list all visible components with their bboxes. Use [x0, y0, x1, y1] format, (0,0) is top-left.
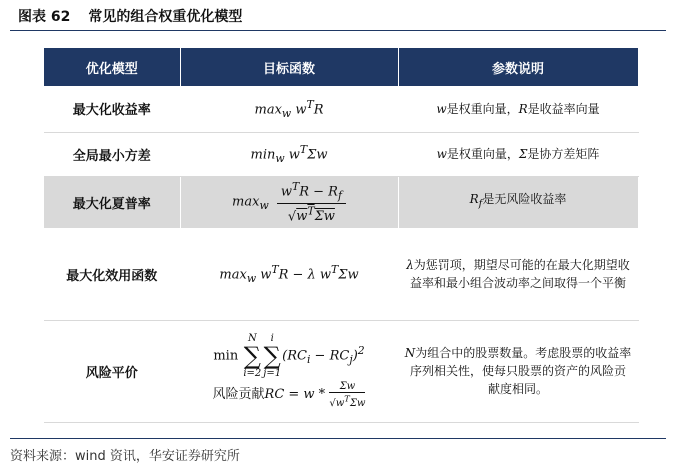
source-note: 资料来源：wind 资讯，华安证券研究所: [10, 438, 666, 464]
model-name: 最大化效用函数: [44, 228, 180, 320]
figure-title: [10, 4, 666, 31]
figure-caption: 常见的组合权重优化模型: [88, 9, 243, 25]
sharpe-fraction: $\frac{w^TR - R_f}{√w^T\Sigma w}$: [277, 180, 346, 224]
table-row: [44, 176, 638, 228]
objective-formula: $\max_w w^TR$: [180, 86, 398, 132]
param-desc: w是权重向量，R是收益率向量: [398, 86, 638, 132]
objective-formula: $\max_w w^TR - \lambda$ $w^T\Sigma w$: [180, 228, 398, 320]
param-desc: N为组合中的股票数量。考虑股票的收益率序列相关性，使每只股票的资产的风险贡献度相同。: [398, 320, 638, 422]
table-header-row: [44, 48, 638, 86]
table-row: [44, 86, 638, 132]
param-desc: λ为惩罚项，期望尽可能的在最大化期望收益率和最小组合波动率之间取得一个平衡: [398, 228, 638, 320]
rc-fraction: Σw $√w^T\Sigma w$: [329, 381, 366, 409]
model-name: 最大化收益率: [44, 86, 180, 132]
sum-symbol: N ∑ i=2: [243, 333, 262, 380]
table-row: [44, 320, 638, 422]
param-desc: w是权重向量，Σ是协方差矩阵: [398, 132, 638, 176]
table-row: [44, 132, 638, 176]
objective-formula: $\min_w w^T\Sigma w$: [180, 132, 398, 176]
figure-number: 图表 62: [18, 9, 71, 25]
sum-symbol: i ∑ j=1: [263, 333, 282, 380]
model-name: 最大化夏普率: [44, 176, 180, 228]
header-model: 优化模型: [44, 48, 180, 86]
table-row: [44, 228, 638, 320]
header-params: 参数说明: [398, 48, 638, 86]
model-table: [44, 48, 639, 423]
model-name: 风险平价: [44, 320, 180, 422]
objective-formula: $\max_w$ $\frac{w^TR - R_f}{√w^T\Sigma w}$: [180, 176, 398, 228]
model-name: 全局最小方差: [44, 132, 180, 176]
objective-formula: min N ∑ i=2 i ∑ j=1 $(RC_i - RC_j)^2$ 风险贡献RC = w * Σw $√w^T\Sigma w$: [180, 320, 398, 422]
header-objective: 目标函数: [180, 48, 398, 86]
param-desc: $R_f$是无风险收益率: [398, 176, 638, 228]
